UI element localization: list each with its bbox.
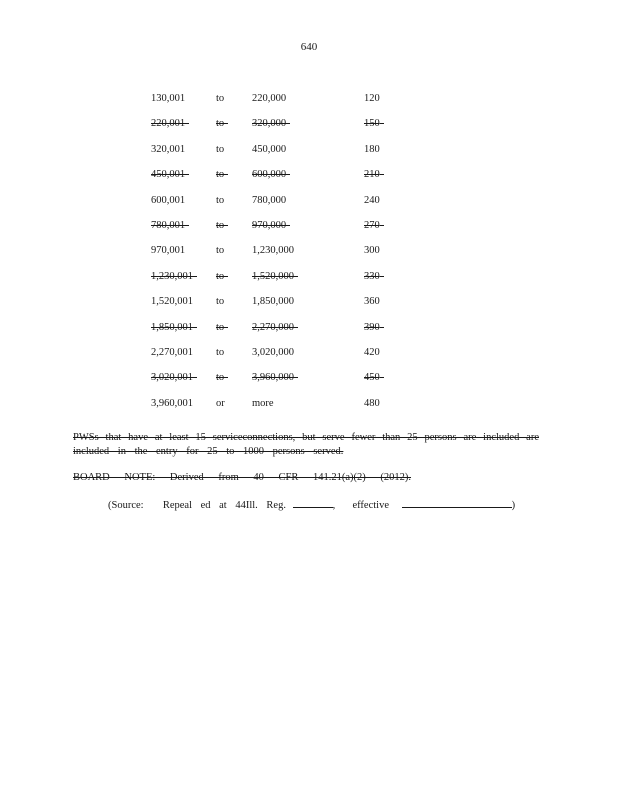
range-start: 3,020,001 bbox=[151, 372, 197, 383]
range-value: 270 bbox=[364, 220, 384, 231]
range-connector: or bbox=[216, 397, 225, 409]
population-table bbox=[0, 93, 618, 423]
table-row bbox=[0, 169, 618, 194]
range-value: 150 bbox=[364, 118, 384, 129]
range-start: 970,001 bbox=[151, 245, 186, 257]
range-end: 1,230,000 bbox=[252, 245, 294, 257]
range-end: 2,270,000 bbox=[252, 322, 298, 333]
table-row bbox=[0, 347, 618, 372]
range-value: 420 bbox=[364, 346, 380, 358]
table-row bbox=[0, 398, 618, 423]
range-start: 1,850,001 bbox=[151, 322, 197, 333]
range-end: 320,000 bbox=[252, 118, 290, 129]
range-start: 600,001 bbox=[151, 194, 186, 206]
table-row bbox=[0, 322, 618, 347]
source-text: Repeal ed at 44Ill. Reg. bbox=[162, 500, 286, 511]
pws-note-line-2: included in the entry for 25 to 1000 persons served. bbox=[73, 445, 344, 457]
register-blank bbox=[293, 497, 333, 508]
range-start: 780,001 bbox=[151, 220, 189, 231]
range-value: 450 bbox=[364, 372, 384, 383]
range-connector: to bbox=[216, 169, 228, 180]
range-start: 220,001 bbox=[151, 118, 189, 129]
range-connector: to bbox=[216, 194, 225, 206]
table-row bbox=[0, 271, 618, 296]
range-start: 1,230,001 bbox=[151, 271, 197, 282]
table-row bbox=[0, 245, 618, 270]
range-connector: to bbox=[216, 118, 228, 129]
table-row bbox=[0, 93, 618, 118]
source-effective: effective bbox=[352, 500, 389, 511]
source-comma: , bbox=[332, 500, 336, 511]
source-line bbox=[108, 497, 515, 511]
range-start: 320,001 bbox=[151, 143, 186, 155]
range-connector: to bbox=[216, 93, 225, 104]
range-connector: to bbox=[216, 245, 225, 257]
pws-note bbox=[73, 431, 539, 458]
range-end: 3,960,000 bbox=[252, 372, 298, 383]
range-connector: to bbox=[216, 322, 228, 333]
range-value: 480 bbox=[364, 397, 380, 409]
range-end: 780,000 bbox=[252, 194, 287, 206]
range-value: 240 bbox=[364, 194, 380, 206]
range-value: 390 bbox=[364, 322, 384, 333]
range-end: more bbox=[252, 397, 274, 409]
range-start: 130,001 bbox=[151, 93, 186, 104]
range-value: 120 bbox=[364, 93, 380, 104]
range-start: 2,270,001 bbox=[151, 346, 193, 358]
range-start: 1,520,001 bbox=[151, 296, 193, 308]
range-value: 300 bbox=[364, 245, 380, 257]
range-value: 210 bbox=[364, 169, 384, 180]
source-close: ) bbox=[511, 500, 516, 511]
range-connector: to bbox=[216, 296, 225, 308]
range-connector: to bbox=[216, 372, 228, 383]
range-connector: to bbox=[216, 271, 228, 282]
table-row bbox=[0, 118, 618, 143]
table-row bbox=[0, 195, 618, 220]
range-end: 450,000 bbox=[252, 143, 287, 155]
range-value: 360 bbox=[364, 296, 380, 308]
table-row bbox=[0, 144, 618, 169]
range-end: 1,520,000 bbox=[252, 271, 298, 282]
range-end: 1,850,000 bbox=[252, 296, 294, 308]
range-connector: to bbox=[216, 220, 228, 231]
range-start: 3,960,001 bbox=[151, 397, 193, 409]
effective-date-blank bbox=[402, 497, 512, 508]
range-value: 180 bbox=[364, 143, 380, 155]
range-end: 970,000 bbox=[252, 220, 290, 231]
source-prefix: (Source: bbox=[108, 500, 144, 511]
board-note: BOARD NOTE: Derived from 40 CFR 141.21(a)(2) (2012). bbox=[73, 472, 412, 483]
table-row bbox=[0, 372, 618, 397]
range-start: 450,001 bbox=[151, 169, 189, 180]
range-value: 330 bbox=[364, 271, 384, 282]
range-end: 600,000 bbox=[252, 169, 290, 180]
range-connector: to bbox=[216, 143, 225, 155]
page-number: 640 bbox=[300, 41, 318, 53]
table-row bbox=[0, 220, 618, 245]
range-connector: to bbox=[216, 346, 225, 358]
pws-note-line-1: PWSs that have at least 15 serviceconnections, but serve fewer than 25 persons are included are bbox=[73, 432, 539, 443]
range-end: 3,020,000 bbox=[252, 346, 294, 358]
table-row bbox=[0, 296, 618, 321]
range-end: 220,000 bbox=[252, 93, 287, 104]
